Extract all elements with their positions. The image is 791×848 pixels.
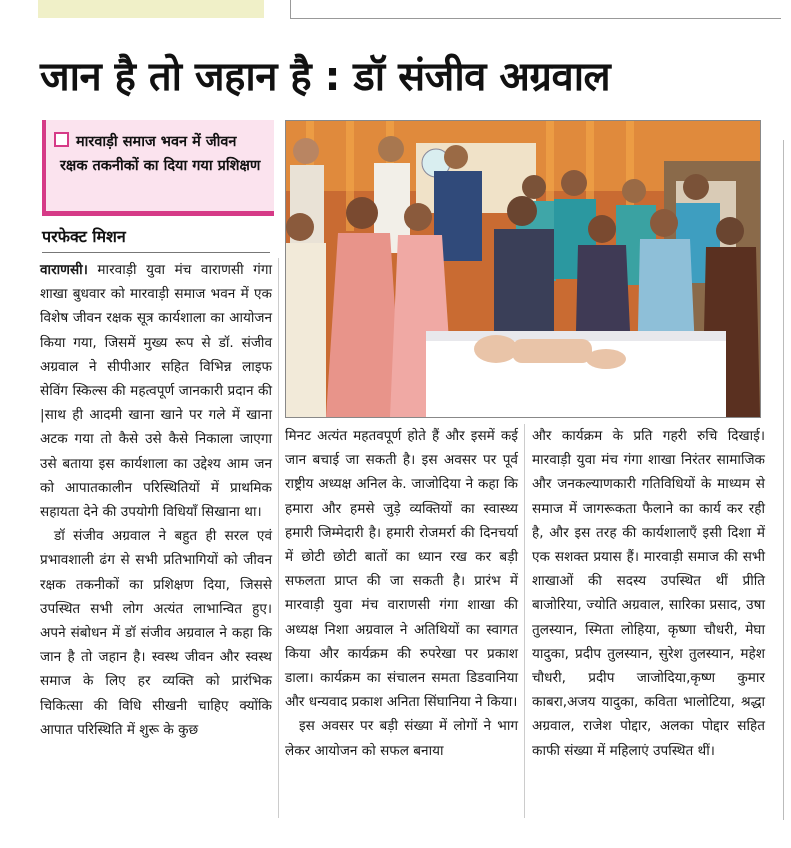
article-column-1 bbox=[40, 258, 272, 742]
paragraph: और कार्यक्रम के प्रति गहरी रुचि दिखाई। मारवाड़ी युवा मंच गंगा शाखा निरंतर सामाजिक और जनकल्याणकारी गतिविधियों के माध्यम से समाज में जागरूकता फैलाने का कार्य कर रही है, और इस तरह की कार्यशालाएँ इसी दिशा में एक सशक्त प्रयास हैं। मारवाड़ी समाज की सभी शाखाओं की सदस्य उपस्थित थीं प्रीति बाजोरिया, ज्योति अग्रवाल, सारिका प्रसाद, उषा तुलस्यान, स्मिता लोहिया, कृष्णा चौधरी, मेघा यादुका, प्रदीप तुलस्यान, सुरेश तुलस्यान, महेश चौधरी, प्रदीप जाजोदिया,कृष्ण कुमार काबरा,अजय यादुका, कविता भालोटिया, श्रद्धा अग्रवाल, राजेश पोद्दार, अलका पोद्दार सहित काफी संख्या में महिलाएं उपस्थित थीं। bbox=[532, 428, 765, 759]
news-photo bbox=[285, 120, 761, 418]
paragraph: इस अवसर पर बड़ी संख्या में लोगों ने भाग लेकर आयोजन को सफल बनाया bbox=[285, 718, 518, 759]
page-edge bbox=[783, 140, 791, 820]
article-column-3 bbox=[532, 424, 765, 763]
paragraph: डॉ संजीव अग्रवाल ने बहुत ही सरल एवं प्रभावशाली ढंग से सभी प्रतिभागियों को जीवन रक्षक तकनीकों का प्रशिक्षण दिया, जिससे उपस्थित सभी लोग अत्यंत लाभान्वित हुए। अपने संबोधन में डॉ संजीव अग्रवाल ने कहा कि जान है तो जहान है। स्वस्थ जीवन और स्वस्थ समाज के लिए हर व्यक्ति को प्रारंभिक चिकित्सा की विधि सीखनी चाहिए क्योंकि आपात परिस्थिति में शुरू के कुछ bbox=[40, 528, 272, 738]
column-divider bbox=[524, 424, 525, 818]
highlight-underline bbox=[46, 211, 274, 216]
previous-article-strip bbox=[0, 0, 791, 22]
highlight-text: मारवाड़ी समाज भवन में जीवन रक्षक तकनीकों का दिया गया प्रशिक्षण bbox=[60, 134, 261, 174]
dateline-city: वाराणसी। bbox=[40, 262, 88, 278]
paragraph: मिनट अत्यंत महतवपूर्ण होते हैं और इसमें कई जान बचाई जा सकती है। इस अवसर पर पूर्व राष्ट्रीय अध्यक्ष अनिल के. जाजोदिया ने कहा कि हमारा और हमसे जुड़े व्यक्तियों का स्वास्थ्य हमारी जिम्मेदारी है। हमारी रोजमर्रा की दिनचर्या में छोटी छोटी बातों का ध्यान रख कर बड़ी सफलता प्राप्त की जा सकती है। प्रारंभ में मारवाड़ी युवा मंच वाराणसी गंगा शाखा की अध्यक्ष निशा अग्रवाल ने अतिथियों का स्वागत किया और कार्यक्रम की रुपरेखा पर प्रकाश डाला। कार्यक्रम का संचालन समता डिडवानिया और धन्यवाद प्रकाश अनिता सिंघानिया ने किया। bbox=[285, 428, 518, 711]
paragraph: मारवाड़ी युवा मंच वाराणसी गंगा शाखा बुधवार को मारवाड़ी समाज भवन में एक विशेष जीवन रक्षक सूत्र कार्यशाला का आयोजन किया गया, जिसमें मुख्य रूप से डॉ. संजीव अग्रवाल ने सीपीआर सहित विभिन्न लाइफ सेविंग स्किल्स की महत्वपूर्ण जानकारी प्रदान की |साथ ही आदमी खाना खाने पर गले में खाना अटक गया तो कैसे उसे कैसे निकाला जाएगा उसे बताया इस कार्यशाला का उद्देश्य आम जन को आपातकालीन परिस्थितियों में प्राथमिक सहायता देने की उपयोगी विधियाँ सिखाना था। bbox=[40, 262, 272, 521]
event-photo-illustration bbox=[286, 121, 760, 417]
byline: परफेक्ट मिशन bbox=[42, 224, 270, 253]
previous-article-box bbox=[38, 0, 264, 18]
column-divider bbox=[278, 258, 279, 818]
headline: जान है तो जहान है : डॉ संजीव अग्रवाल bbox=[40, 54, 611, 100]
article-column-2 bbox=[285, 424, 518, 763]
previous-article-line bbox=[290, 0, 781, 19]
highlight-box bbox=[42, 120, 274, 216]
